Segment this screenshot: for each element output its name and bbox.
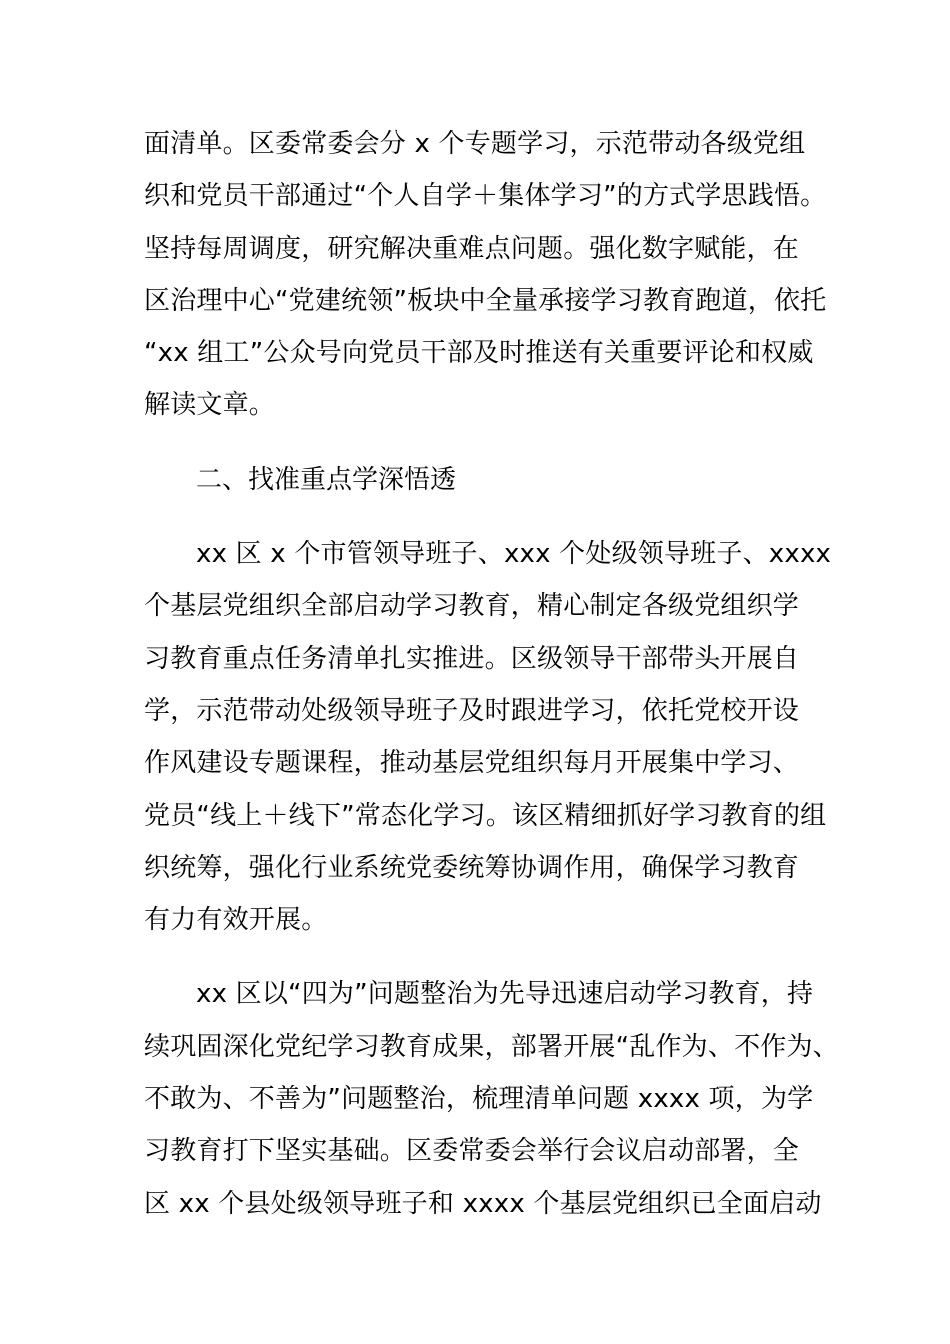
paragraph-1-line-5: “xx 组工”公众号向党员干部及时推送有关重要评论和权威 <box>144 338 814 369</box>
document-body <box>144 118 839 1230</box>
paragraph-spacer <box>144 946 809 968</box>
paragraph-2-line-3: 习教育重点任务清单扎实推进。区级领导干部带头开展自 <box>144 643 800 674</box>
paragraph-3-line-2: 续巩固深化党纪学习教育成果，部署开展“乱作为、不作为、 <box>144 1031 839 1062</box>
paragraph-3-line-4: 习教育打下坚实基础。区委常委会举行会议启动部署，全 <box>144 1136 800 1167</box>
section-heading: 二、找准重点学深悟透 <box>196 464 457 495</box>
paragraph-3-line-1: xx 区以“四为”问题整治为先导迅速启动学习教育，持 <box>196 979 814 1010</box>
paragraph-2-line-7: 织统筹，强化行业系统党委统筹协调作用，确保学习教育 <box>144 852 800 883</box>
paragraph-1-line-2: 织和党员干部通过“个人自学＋集体学习”的方式学思践悟。 <box>144 181 827 212</box>
paragraph-3-line-5: 区 xx 个县处级领导班子和 xxxx 个基层党组织已全面启动 <box>144 1188 822 1219</box>
paragraph-spacer <box>144 506 809 528</box>
paragraph-spacer <box>144 432 809 454</box>
paragraph-1-line-4: 区治理中心“党建统领”板块中全量承接学习教育跑道，依托 <box>144 285 827 316</box>
paragraph-1-line-1: 面清单。区委常委会分 x 个专题学习，示范带动各级党组 <box>144 129 806 159</box>
paragraph-2 <box>144 528 832 946</box>
paragraph-2-line-4: 学，示范带动处级领导班子及时跟进学习，依托党校开设 <box>144 695 800 726</box>
paragraph-2-line-6: 党员“线上＋线下”常态化学习。该区精细抓好学习教育的组 <box>144 800 827 831</box>
paragraph-1 <box>144 118 827 432</box>
paragraph-3-line-3: 不敢为、不善为”问题整治，梳理清单问题 xxxx 项，为学 <box>144 1084 814 1115</box>
paragraph-2-line-8: 有力有效开展。 <box>144 905 328 936</box>
paragraph-3 <box>144 968 839 1229</box>
paragraph-2-line-1: xx 区 x 个市管领导班子、xxx 个处级领导班子、xxxx <box>196 539 832 570</box>
paragraph-1-line-6: 解读文章。 <box>144 390 276 421</box>
paragraph-2-line-2: 个基层党组织全部启动学习教育，精心制定各级党组织学 <box>144 591 800 622</box>
paragraph-2-line-5: 作风建设专题课程，推动基层党组织每月开展集中学习、 <box>144 748 800 779</box>
paragraph-1-line-3: 坚持每周调度，研究解决重难点问题。强化数字赋能，在 <box>144 233 800 264</box>
